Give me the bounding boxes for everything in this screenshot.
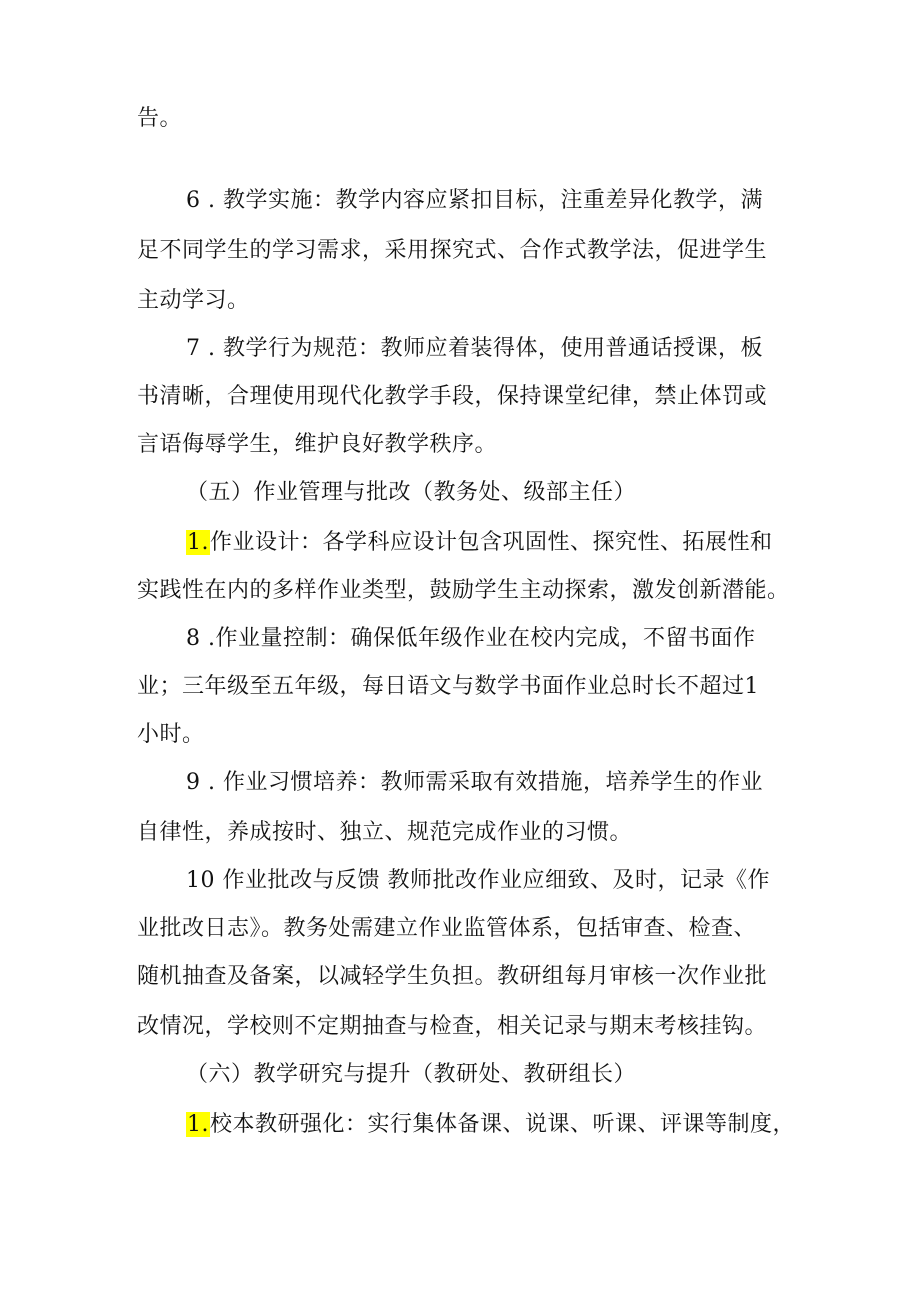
highlight-mark: 1. (187, 1112, 209, 1137)
text-line: 书清晰，合理使用现代化教学手段，保持课堂纪律，禁止体罚或 (137, 384, 768, 409)
highlight-mark: 1. (187, 530, 209, 555)
text-line: 小时。 (137, 722, 205, 747)
text-line: 业；三年级至五年级，每日语文与数学书面作业总时长不超过1 (137, 674, 759, 699)
text-line: 改情况，学校则不定期抽查与检查，相关记录与期末考核挂钩。 (137, 1014, 768, 1039)
text-line (186, 1110, 795, 1140)
text-line: 足不同学生的学习需求，采用探究式、合作式教学法，促进学生 (137, 238, 768, 263)
text-line: 6 . 教学实施：教学内容应紧扣目标，注重差异化教学，满 (186, 188, 763, 213)
text-line-rest: 校本教研强化：实行集体备课、说课、听课、评课等制度， (210, 1112, 796, 1137)
text-line: 告。 (137, 106, 183, 131)
section-heading: （六）教学研究与提升（教研处、教研组长） (186, 1062, 637, 1087)
text-line: 8 .作业量控制：确保低年级作业在校内完成，不留书面作 (186, 626, 756, 651)
text-line (186, 528, 773, 558)
text-line: 主动学习。 (137, 288, 250, 313)
text-line: 随机抽查及备案，以减轻学生负担。教研组每月审核一次作业批 (137, 964, 768, 989)
text-line: 言语侮辱学生，维护良好教学秩序。 (137, 432, 498, 457)
text-line: 9 . 作业习惯培养：教师需采取有效措施，培养学生的作业 (186, 770, 763, 795)
section-heading: （五）作业管理与批改（教务处、级部主任） (186, 480, 637, 505)
text-line: 10 作业批改与反馈 教师批改作业应细致、及时，记录《作 (186, 868, 770, 893)
text-line: 自律性，养成按时、独立、规范完成作业的习惯。 (137, 820, 633, 845)
text-line-rest: 作业设计：各学科应设计包含巩固性、探究性、拓展性和 (210, 530, 773, 555)
text-line: 业批改日志》。教务处需建立作业监管体系，包括审查、检查、 (137, 916, 757, 941)
text-line: 7 . 教学行为规范：教师应着装得体，使用普通话授课，板 (186, 336, 763, 361)
text-line: 实践性在内的多样作业类型，鼓励学生主动探索，激发创新潜能。 (137, 578, 790, 603)
